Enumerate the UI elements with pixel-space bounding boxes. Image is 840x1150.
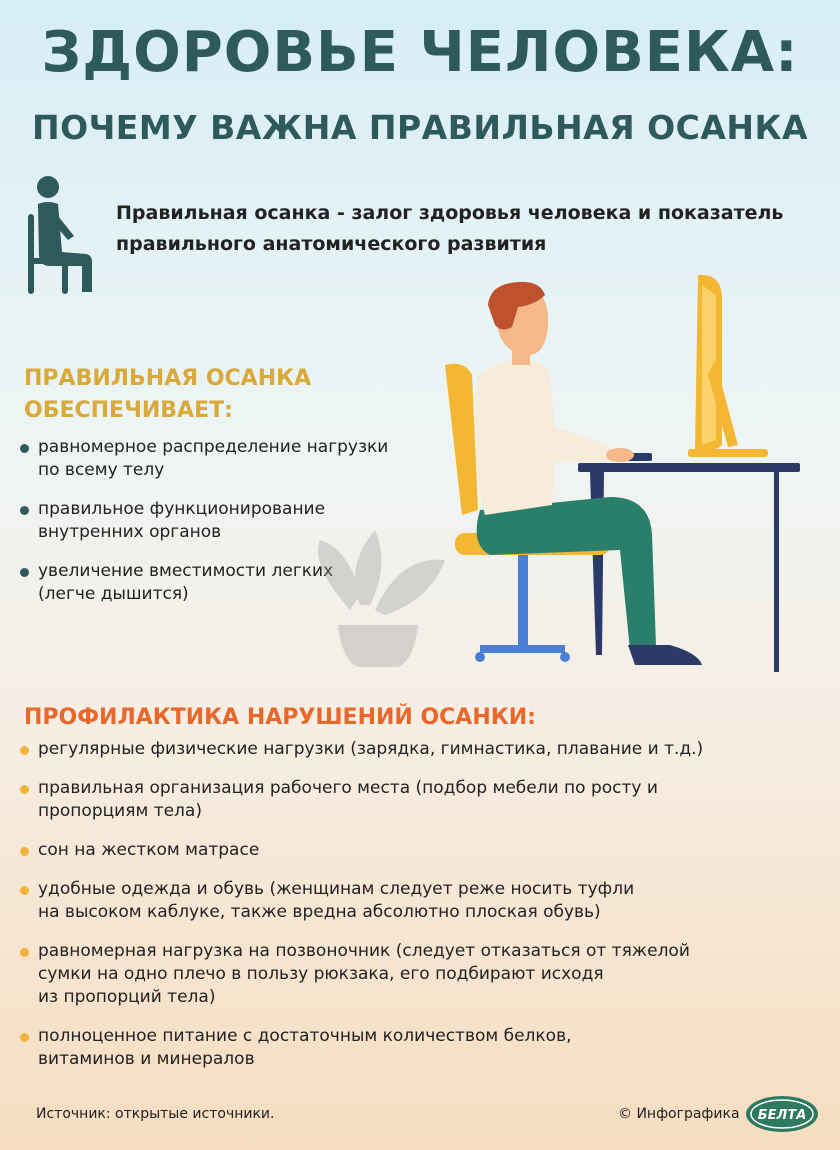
list-item-line: сон на жестком матрасе <box>38 840 260 860</box>
list-item-line: из пропорций тела) <box>38 987 216 1007</box>
intro-line: правильного анатомического развития <box>116 233 547 255</box>
belta-logo[interactable] <box>744 1094 820 1134</box>
bullet-icon <box>20 847 29 856</box>
credit-text: © Инфографика <box>618 1106 740 1122</box>
list-item-line: по всему телу <box>38 460 165 480</box>
list-item-line: равномерная нагрузка на позвоночник (следует отказаться от тяжелой <box>38 941 690 961</box>
benefits-heading-line: ПРАВИЛЬНАЯ ОСАНКА <box>24 366 312 391</box>
benefits-heading-line: ОБЕСПЕЧИВАЕТ: <box>24 398 233 423</box>
list-item-line: удобные одежда и обувь (женщинам следует реже носить туфли <box>38 879 635 899</box>
list-item <box>20 777 820 823</box>
intro-line: Правильная осанка - залог здоровья человека и показатель <box>116 202 784 224</box>
source-note: Источник: открытые источники. <box>36 1106 275 1122</box>
list-item-line: витаминов и минералов <box>38 1049 255 1069</box>
list-item-line: полноценное питание с достаточным количеством белков, <box>38 1026 572 1046</box>
logo-text: БЕЛТА <box>757 1108 807 1123</box>
list-item-line: правильная организация рабочего места (подбор мебели по росту и <box>38 778 658 798</box>
list-item-line: на высоком каблуке, также вредна абсолютно плоская обувь) <box>38 902 601 922</box>
list-item-line: пропорциям тела) <box>38 801 202 821</box>
list-item <box>20 738 820 761</box>
bullet-icon <box>20 444 29 453</box>
bullet-icon <box>20 1033 29 1042</box>
prevention-heading: ПРОФИЛАКТИКА НАРУШЕНИЙ ОСАНКИ: <box>24 705 536 730</box>
list-item <box>20 1025 820 1071</box>
list-item-line: правильное функционирование <box>38 499 326 519</box>
bullet-icon <box>20 506 29 515</box>
list-item-line: регулярные физические нагрузки (зарядка, гимнастика, плавание и т.д.) <box>38 739 704 759</box>
plant-icon <box>318 530 445 667</box>
list-item <box>20 839 820 862</box>
list-item-line: увеличение вместимости легких <box>38 561 334 581</box>
page-title: ЗДОРОВЬЕ ЧЕЛОВЕКА: <box>41 20 799 85</box>
page-subtitle: ПОЧЕМУ ВАЖНА ПРАВИЛЬНАЯ ОСАНКА <box>31 108 809 147</box>
list-item <box>20 940 820 1009</box>
bullet-icon <box>20 785 29 794</box>
office-worker-illustration <box>290 265 820 675</box>
prevention-list <box>20 738 820 1071</box>
sitting-person-icon <box>24 174 96 298</box>
list-item <box>20 878 820 924</box>
list-item-line: равномерное распределение нагрузки <box>38 437 389 457</box>
list-item-line: внутренних органов <box>38 522 222 542</box>
bullet-icon <box>20 746 29 755</box>
bullet-icon <box>20 568 29 577</box>
list-item-line: сумки на одно плечо в пользу рюкзака, его подбирают исходя <box>38 964 604 984</box>
bullet-icon <box>20 948 29 957</box>
intro-text <box>116 198 816 260</box>
bullet-icon <box>20 886 29 895</box>
list-item-line: (легче дышится) <box>38 584 189 604</box>
